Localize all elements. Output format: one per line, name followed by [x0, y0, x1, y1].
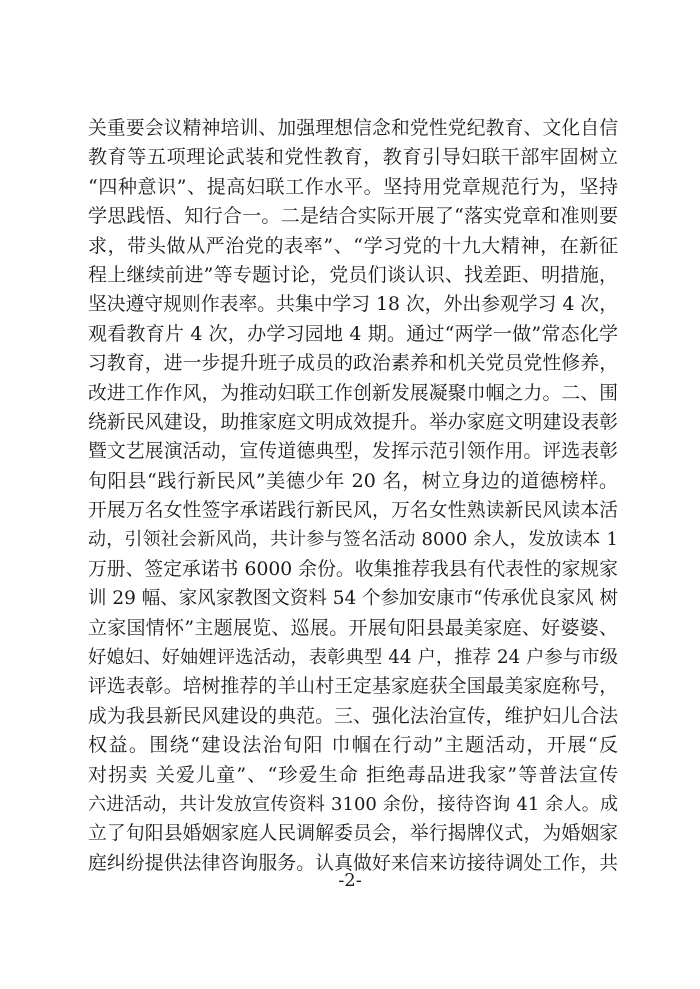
text-line: 求，带头做从严治党的表率”、“学习党的十九大精神，在新征	[88, 234, 618, 257]
text-line: 习教育，进一步提升班子成员的政治素养和机关党员党性修养，	[88, 353, 618, 375]
text-line: 绕新民风建设，助推家庭文明成效提升。举办家庭文明建设表彰	[88, 411, 618, 433]
text-line: 教育等五项理论武装和党性教育，教育引导妇联干部牢固树立	[88, 146, 618, 169]
text-line: 立了旬阳县婚姻家庭人民调解委员会，举行揭牌仪式，为婚姻家	[88, 823, 618, 845]
text-line: 改进工作作风，为推动妇联工作创新发展凝聚巾帼之力。二、围	[88, 382, 618, 404]
page-number: -2-	[338, 870, 362, 891]
text-line: 程上继续前进”等专题讨论，党员们谈认识、找差距、明措施，	[88, 263, 618, 286]
text-line: 权益。围绕“建设法治旬阳 巾帼在行动”主题活动，开展“反	[88, 734, 618, 757]
text-line: 庭纠纷提供法律咨询服务。认真做好来信来访接待调处工作，共	[88, 852, 618, 874]
text-line: 成为我县新民风建设的典范。三、强化法治宣传，维护妇儿合法	[88, 705, 618, 727]
text-line: 对拐卖 关爱儿童”、“珍爱生命 拒绝毒品进我家”等普法宣传	[88, 763, 618, 786]
text-line: 坚决遵守规则作表率。共集中学习 18 次，外出参观学习 4 次，	[88, 294, 618, 316]
body-text	[88, 114, 618, 878]
text-line: “四种意识”、提高妇联工作水平。坚持用党章规范行为，坚持	[88, 175, 618, 198]
text-line: 关重要会议精神培训、加强理想信念和党性党纪教育、文化自信	[88, 118, 618, 139]
text-line: 暨文艺展演活动，宣传道德典型，发挥示范引领作用。评选表彰	[88, 441, 618, 463]
text-line: 动，引领社会新风尚，共计参与签名活动 8000 余人，发放读本 1	[88, 529, 618, 551]
text-line: 评选表彰。培树推荐的羊山村王定基家庭获全国最美家庭称号，	[88, 676, 618, 698]
text-line: 旬阳县“践行新民风”美德少年 20 名，树立身边的道德榜样。	[88, 469, 618, 492]
text-line: 好媳妇、好妯娌评选活动，表彰典型 44 户，推荐 24 户参与市级	[88, 647, 618, 669]
text-line: 训 29 幅、家风家教图文资料 54 个参加安康市“传承优良家风 树	[88, 588, 618, 610]
text-line: 万册、签定承诺书 6000 余份。收集推荐我县有代表性的家规家	[88, 558, 618, 580]
text-line: 学思践悟、知行合一。二是结合实际开展了“落实党章和准则要	[88, 205, 618, 228]
text-line: 六进活动，共计发放宣传资料 3100 余份，接待咨询 41 余人。成	[88, 793, 618, 815]
text-line: 观看教育片 4 次，办学习园地 4 期。通过“两学一做”常态化学	[88, 322, 618, 345]
text-line: 立家国情怀”主题展览、巡展。开展旬阳县最美家庭、好婆婆、	[88, 616, 618, 639]
text-line: 开展万名女性签字承诺践行新民风，万名女性熟读新民风读本活	[88, 500, 618, 522]
